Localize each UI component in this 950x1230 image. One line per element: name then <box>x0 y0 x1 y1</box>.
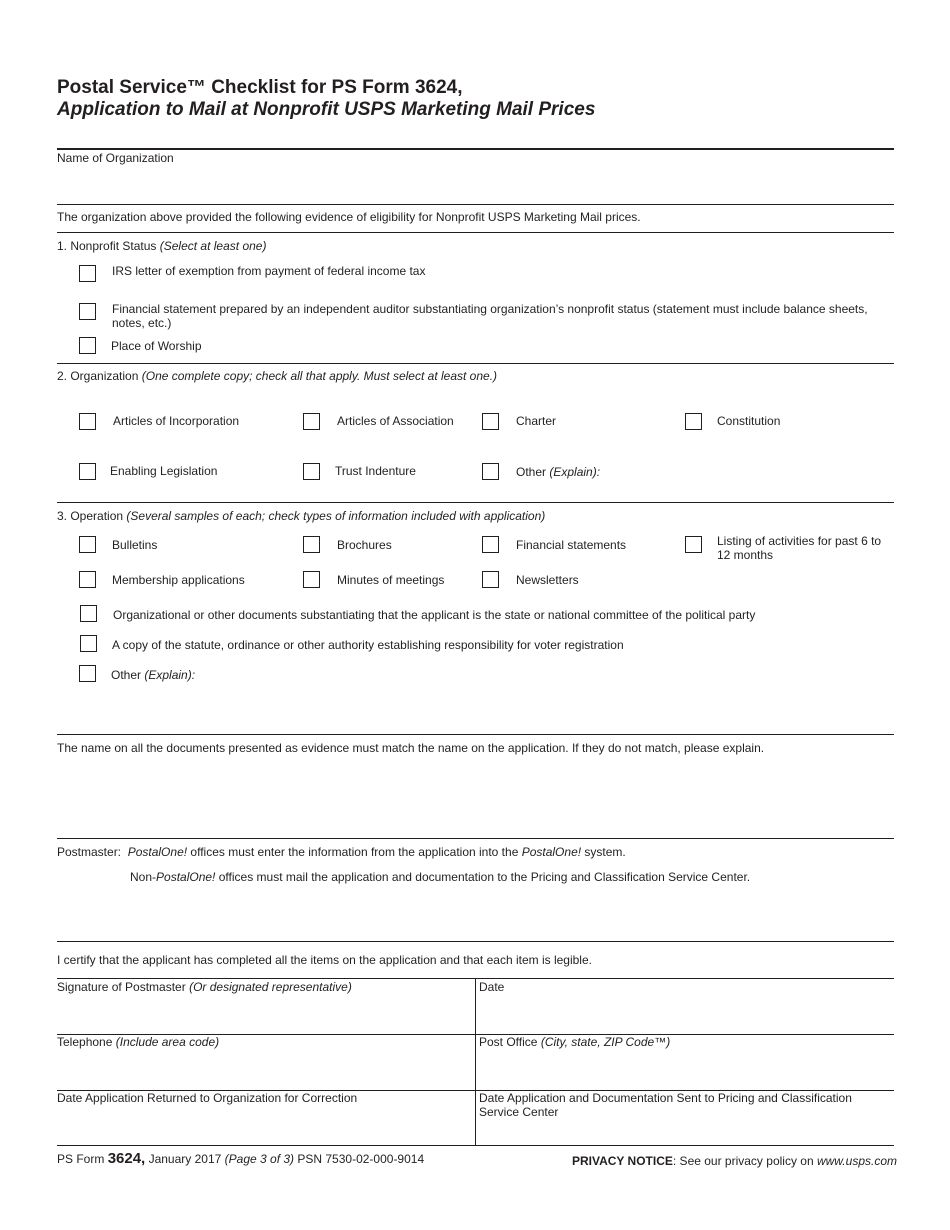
divider <box>475 978 476 1145</box>
voter-registration-checkbox[interactable] <box>80 635 97 652</box>
org-name-field[interactable] <box>57 166 894 202</box>
constitution-checkbox[interactable] <box>685 413 702 430</box>
enabling-legislation-label: Enabling Legislation <box>110 464 218 478</box>
divider <box>57 1145 894 1146</box>
telephone-field[interactable] <box>57 1051 473 1088</box>
sent-date-field[interactable] <box>479 1121 892 1143</box>
financial-statement-checkbox[interactable] <box>79 303 96 320</box>
place-of-worship-label: Place of Worship <box>111 339 202 353</box>
brochures-checkbox[interactable] <box>303 536 320 553</box>
membership-applications-checkbox[interactable] <box>79 571 96 588</box>
date-field[interactable] <box>479 996 892 1032</box>
operation-other-explain: (Explain): <box>144 668 196 682</box>
operation-other-explain-field[interactable] <box>200 662 890 722</box>
articles-of-association-checkbox[interactable] <box>303 413 320 430</box>
postmaster-text: Non- <box>130 870 157 884</box>
bulletins-checkbox[interactable] <box>79 536 96 553</box>
returned-date-field[interactable] <box>57 1107 473 1143</box>
section2-heading <box>57 369 497 383</box>
trust-indenture-label: Trust Indenture <box>335 464 416 478</box>
divider <box>57 941 894 942</box>
form-prefix: PS Form <box>57 1152 105 1166</box>
bulletins-label: Bulletins <box>112 538 158 552</box>
postmaster-label: Postmaster: <box>57 845 122 859</box>
operation-other-text: Other <box>111 668 142 682</box>
telephone-label: Telephone <box>57 1035 113 1049</box>
sent-date-label: Date Application and Documentation Sent to Pricing and Classification Service Center <box>479 1091 852 1119</box>
postmaster-text: offices must mail the application and documentation to the Pricing and Classification Service Center. <box>215 870 751 884</box>
section2-title: 2. Organization <box>57 369 139 383</box>
form-subtitle: Application to Mail at Nonprofit USPS Marketing Mail Prices <box>57 99 596 120</box>
irs-letter-checkbox[interactable] <box>79 265 96 282</box>
operation-other-checkbox[interactable] <box>79 665 96 682</box>
voter-registration-label: A copy of the statute, ordinance or other authority establishing responsibility for voter registration <box>112 638 624 652</box>
section1-heading <box>57 239 266 253</box>
form-footer <box>57 1151 424 1167</box>
charter-checkbox[interactable] <box>482 413 499 430</box>
listing-of-activities-checkbox[interactable] <box>685 536 702 553</box>
org-other-explain-field[interactable] <box>608 460 888 484</box>
financial-statement-label: Financial statement prepared by an independent auditor substantiating organization’s nonprofit status (statement must include balance sheets, notes, etc.) <box>112 302 868 330</box>
form-date: January 2017 <box>148 1152 222 1166</box>
divider <box>57 204 894 205</box>
minutes-of-meetings-label: Minutes of meetings <box>337 573 445 587</box>
divider <box>57 232 894 233</box>
signature-label-wrap <box>57 980 352 994</box>
financial-statements-label: Financial statements <box>516 538 627 552</box>
articles-of-association-label: Articles of Association <box>337 414 454 428</box>
date-label: Date <box>479 980 505 994</box>
org-other-explain: (Explain): <box>549 465 601 479</box>
political-party-docs-checkbox[interactable] <box>80 605 97 622</box>
postmaster-text: offices must enter the information from the application into the <box>187 845 522 859</box>
membership-applications-label: Membership applications <box>112 573 245 587</box>
name-match-statement: The name on all the documents presented as evidence must match the name on the application. If they do not match, please explain. <box>57 741 765 755</box>
privacy-text: : See our privacy policy on <box>672 1154 817 1168</box>
page-info: (Page 3 of 3) <box>224 1152 295 1166</box>
signature-field[interactable] <box>57 996 473 1032</box>
section1-title: 1. Nonprofit Status <box>57 239 157 253</box>
postalone-text: PostalOne! <box>521 845 582 859</box>
postalone-text: PostalOne! <box>156 870 216 884</box>
telephone-label-wrap <box>57 1035 219 1049</box>
postmaster-line1 <box>57 845 626 859</box>
org-other-label <box>516 465 600 479</box>
operation-other-label <box>111 668 195 682</box>
privacy-label: PRIVACY NOTICE <box>571 1154 673 1168</box>
privacy-link[interactable]: www.usps.com <box>816 1154 897 1168</box>
newsletters-label: Newsletters <box>516 573 579 587</box>
place-of-worship-checkbox[interactable] <box>79 337 96 354</box>
trust-indenture-checkbox[interactable] <box>303 463 320 480</box>
form-title: Postal Service™ Checklist for PS Form 3624, <box>57 77 463 98</box>
articles-of-incorporation-checkbox[interactable] <box>79 413 96 430</box>
org-other-checkbox[interactable] <box>482 463 499 480</box>
newsletters-checkbox[interactable] <box>482 571 499 588</box>
telephone-note: (Include area code) <box>115 1035 220 1049</box>
psn: PSN 7530-02-000-9014 <box>297 1152 425 1166</box>
charter-label: Charter <box>516 414 557 428</box>
post-office-label-wrap <box>479 1035 670 1049</box>
postalone-text: PostalOne! <box>127 845 188 859</box>
name-match-explain-field[interactable] <box>57 758 894 834</box>
post-office-label: Post Office <box>479 1035 538 1049</box>
certify-statement: I certify that the applicant has completed all the items on the application and that each item is legible. <box>57 953 592 967</box>
divider <box>57 363 894 364</box>
section3-note: (Several samples of each; check types of information included with application) <box>126 509 546 523</box>
financial-statements-checkbox[interactable] <box>482 536 499 553</box>
evidence-statement: The organization above provided the following evidence of eligibility for Nonprofit USPS Marketing Mail prices. <box>57 210 641 224</box>
returned-date-label: Date Application Returned to Organization for Correction <box>57 1091 358 1105</box>
signature-label: Signature of Postmaster <box>57 980 186 994</box>
brochures-label: Brochures <box>337 538 392 552</box>
postmaster-line2 <box>130 870 750 884</box>
signature-note: (Or designated representative) <box>189 980 352 994</box>
political-party-docs-label: Organizational or other documents substantiating that the applicant is the state or national committee of the political party <box>113 608 756 622</box>
privacy-notice <box>572 1154 897 1168</box>
enabling-legislation-checkbox[interactable] <box>79 463 96 480</box>
constitution-label: Constitution <box>717 414 781 428</box>
org-name-label: Name of Organization <box>57 151 174 165</box>
post-office-note: (City, state, ZIP Code™) <box>540 1035 671 1049</box>
minutes-of-meetings-checkbox[interactable] <box>303 571 320 588</box>
listing-of-activities-label: Listing of activities for past 6 to 12 months <box>717 534 882 562</box>
section1-note: (Select at least one) <box>159 239 267 253</box>
divider <box>57 734 894 735</box>
irs-letter-label: IRS letter of exemption from payment of federal income tax <box>112 264 426 278</box>
org-other-text: Other <box>516 465 547 479</box>
section2-note: (One complete copy; check all that apply. Must select at least one.) <box>141 369 498 383</box>
postmaster-text: system. <box>581 845 626 859</box>
articles-of-incorporation-label: Articles of Incorporation <box>113 414 240 428</box>
divider <box>57 838 894 839</box>
section3-title: 3. Operation <box>57 509 124 523</box>
divider <box>57 148 894 150</box>
section3-heading <box>57 509 545 523</box>
post-office-field[interactable] <box>479 1051 892 1088</box>
form-number: 3624, <box>107 1150 146 1167</box>
divider <box>57 502 894 503</box>
